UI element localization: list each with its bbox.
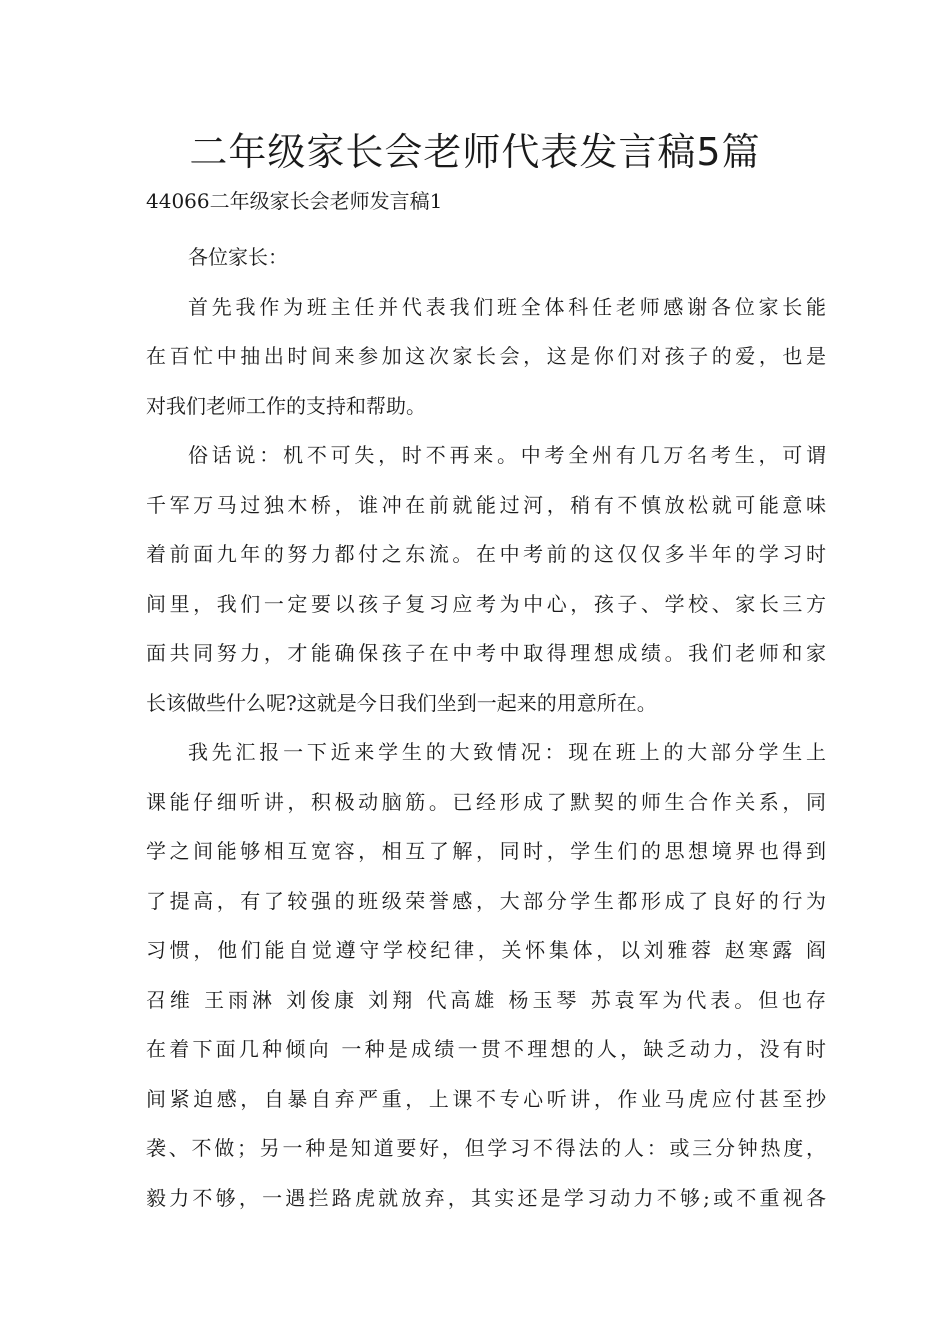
- text-line: 对我们老师工作的支持和帮助。: [146, 393, 426, 418]
- text-line: 学之间能够相互宽容，相互了解，同时，学生们的思想境界也得到: [146, 839, 826, 863]
- text-line: 课能仔细听讲，积极动脑筋。已经形成了默契的师生合作关系，同: [146, 789, 826, 814]
- text-line: 我先汇报一下近来学生的大致情况：现在班上的大部分学生上: [188, 740, 826, 764]
- document-title: 二年级家长会老师代表发言稿5篇: [189, 130, 761, 174]
- text-line: 了提高，有了较强的班级荣誉感，大部分学生都形成了良好的行为: [146, 888, 826, 913]
- text-line: 首先我作为班主任并代表我们班全体科任老师感谢各位家长能: [188, 294, 826, 319]
- text-line: 长该做些什么呢?这就是今日我们坐到一起来的用意所在。: [146, 690, 657, 715]
- text-line: 间紧迫感，自暴自弃严重，上课不专心听讲，作业马虎应付甚至抄: [146, 1086, 826, 1111]
- text-line: 召维 王雨淋 刘俊康 刘翔 代高雄 杨玉琴 苏袁军为代表。但也存: [146, 987, 826, 1012]
- text-line: 着前面九年的努力都付之东流。在中考前的这仅仅多半年的学习时: [146, 542, 826, 566]
- text-line: 千军万马过独木桥，谁冲在前就能过河，稍有不慎放松就可能意味: [146, 492, 826, 517]
- text-line: 间里，我们一定要以孩子复习应考为中心，孩子、学校、家长三方: [146, 591, 826, 616]
- text-line: 在着下面几种倾向 一种是成绩一贯不理想的人，缺乏动力，没有时: [146, 1037, 826, 1061]
- section-heading: 44066二年级家长会老师发言稿1: [146, 189, 443, 213]
- text-line: 习惯，他们能自觉遵守学校纪律，关怀集体，以刘雅蓉 赵寒露 阎: [146, 938, 826, 962]
- text-line: 毅力不够，一遇拦路虎就放弃，其实还是学习动力不够;或不重视各: [146, 1185, 826, 1210]
- text-line: 俗话说：机不可失，时不再来。中考全州有几万名考生，可谓: [188, 443, 826, 467]
- body-text: [146, 233, 826, 1223]
- text-line: 各位家长：: [188, 245, 288, 269]
- text-line: 袭、不做；另一种是知道要好，但学习不得法的人：或三分钟热度，: [146, 1136, 826, 1160]
- text-line: 面共同努力，才能确保孩子在中考中取得理想成绩。我们老师和家: [146, 641, 826, 665]
- text-line: 在百忙中抽出时间来参加这次家长会，这是你们对孩子的爱，也是: [146, 344, 826, 368]
